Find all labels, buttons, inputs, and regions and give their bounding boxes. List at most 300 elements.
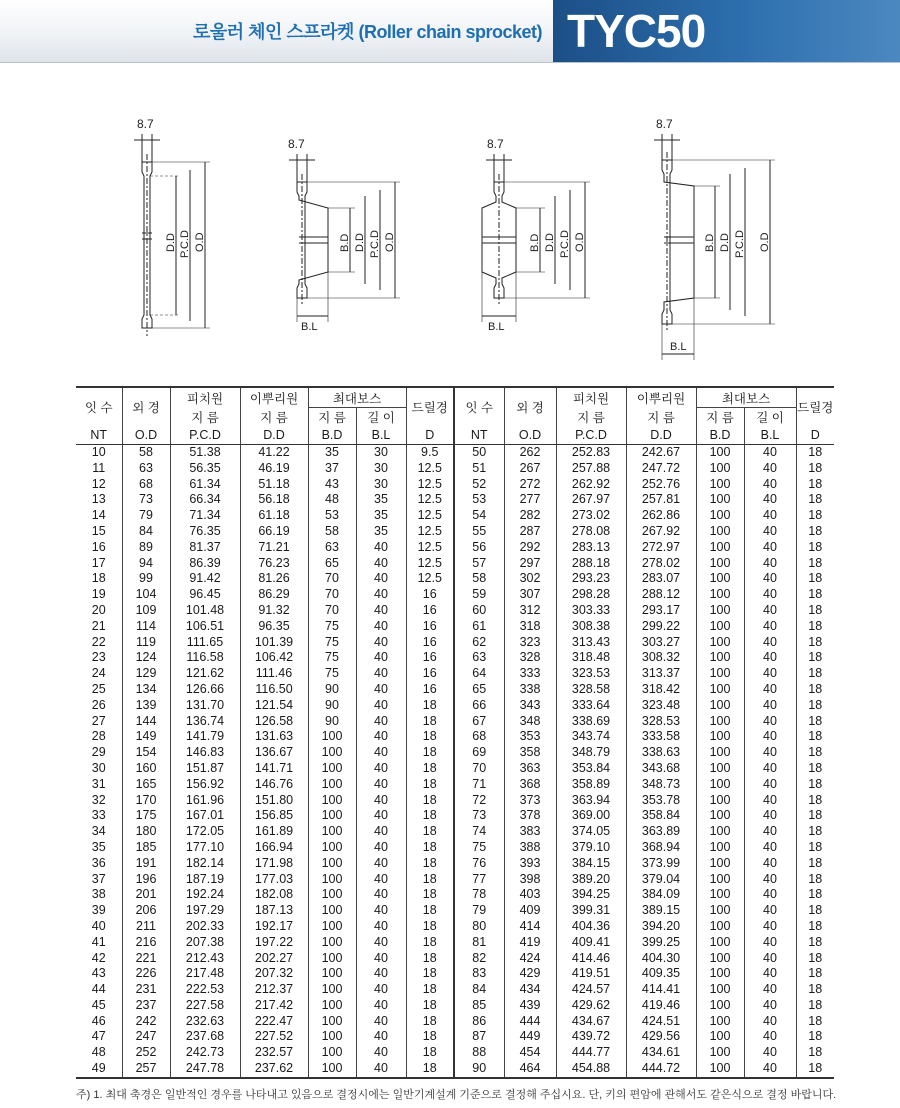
table-cell: 100 <box>696 524 744 540</box>
table-cell: 18 <box>406 1061 454 1078</box>
table-cell: 252.83 <box>556 445 626 461</box>
table-cell: 267.97 <box>556 492 626 508</box>
header-subtitle: 로울러 체인 스프라켓 (Roller chain sprocket) <box>192 22 542 42</box>
table-cell: 44 <box>76 982 122 998</box>
table-cell: 18 <box>406 872 454 888</box>
sym-dd: D.D <box>240 426 308 445</box>
table-cell: 100 <box>696 571 744 587</box>
drawing-hub-one-side <box>288 137 400 333</box>
bl-label-2: B.L <box>301 321 318 333</box>
table-cell: 76.23 <box>240 556 308 572</box>
table-row <box>76 461 834 477</box>
table-cell: 40 <box>356 666 406 682</box>
table-cell: 40 <box>744 556 796 572</box>
table-cell: 100 <box>308 729 356 745</box>
table-cell: 68 <box>122 477 170 493</box>
table-cell: 323.53 <box>556 666 626 682</box>
table-cell: 12.5 <box>406 492 454 508</box>
drawing-large-hub <box>654 117 775 360</box>
table-cell: 19 <box>76 587 122 603</box>
table-cell: 40 <box>744 872 796 888</box>
table-cell: 100 <box>308 1061 356 1078</box>
table-cell: 206 <box>122 903 170 919</box>
table-cell: 40 <box>744 619 796 635</box>
table-cell: 40 <box>356 745 406 761</box>
table-cell: 156.92 <box>170 777 240 793</box>
table-cell: 348 <box>504 714 556 730</box>
table-cell: 403 <box>504 887 556 903</box>
table-cell: 40 <box>744 777 796 793</box>
table-cell: 53 <box>308 508 356 524</box>
table-cell: 40 <box>356 872 406 888</box>
table-cell: 49 <box>76 1061 122 1078</box>
table-cell: 358 <box>504 745 556 761</box>
table-cell: 100 <box>696 982 744 998</box>
table-cell: 353.78 <box>626 793 696 809</box>
table-cell: 267.92 <box>626 524 696 540</box>
table-cell: 399.31 <box>556 903 626 919</box>
table-cell: 57 <box>454 556 504 572</box>
table-row <box>76 935 834 951</box>
table-cell: 40 <box>356 556 406 572</box>
table-cell: 100 <box>308 903 356 919</box>
table-cell: 13 <box>76 492 122 508</box>
table-cell: 40 <box>356 682 406 698</box>
table-cell: 100 <box>696 619 744 635</box>
table-cell: 32 <box>76 793 122 809</box>
table-cell: 40 <box>744 761 796 777</box>
table-cell: 288.12 <box>626 587 696 603</box>
table-cell: 72 <box>454 793 504 809</box>
table-row <box>76 903 834 919</box>
table-cell: 76 <box>454 856 504 872</box>
od-label-2: O.D <box>384 232 396 252</box>
table-cell: 363.89 <box>626 824 696 840</box>
table-cell: 252.76 <box>626 477 696 493</box>
table-cell: 100 <box>696 761 744 777</box>
table-cell: 373 <box>504 793 556 809</box>
table-cell: 151.80 <box>240 793 308 809</box>
header-boss-dia-right: 지 름 <box>696 408 744 427</box>
table-cell: 16 <box>406 666 454 682</box>
table-cell: 216 <box>122 935 170 951</box>
table-cell: 343.68 <box>626 761 696 777</box>
table-cell: 18 <box>406 998 454 1014</box>
table-cell: 40 <box>356 587 406 603</box>
table-cell: 40 <box>744 587 796 603</box>
table-cell: 262.86 <box>626 508 696 524</box>
table-cell: 379.10 <box>556 840 626 856</box>
table-cell: 40 <box>356 903 406 919</box>
table-cell: 444.77 <box>556 1045 626 1061</box>
pcd-label-4: P.C.D <box>734 230 746 258</box>
table-cell: 419 <box>504 935 556 951</box>
table-cell: 40 <box>744 840 796 856</box>
table-cell: 303.33 <box>556 603 626 619</box>
table-cell: 161.89 <box>240 824 308 840</box>
table-row <box>76 540 834 556</box>
header-boss-len-right: 길 이 <box>744 408 796 427</box>
table-cell: 18 <box>406 840 454 856</box>
table-cell: 30 <box>356 477 406 493</box>
table-cell: 242.73 <box>170 1045 240 1061</box>
table-cell: 21 <box>76 619 122 635</box>
table-cell: 12.5 <box>406 540 454 556</box>
table-cell: 227.58 <box>170 998 240 1014</box>
table-cell: 368.94 <box>626 840 696 856</box>
table-cell: 358.84 <box>626 808 696 824</box>
table-cell: 78 <box>454 887 504 903</box>
table-cell: 40 <box>356 777 406 793</box>
table-cell: 272.97 <box>626 540 696 556</box>
table-cell: 40 <box>744 919 796 935</box>
table-cell: 242.67 <box>626 445 696 461</box>
table-cell: 18 <box>406 824 454 840</box>
table-cell: 247.72 <box>626 461 696 477</box>
table-cell: 18 <box>406 856 454 872</box>
table-cell: 40 <box>744 666 796 682</box>
table-cell: 100 <box>696 729 744 745</box>
table-cell: 43 <box>76 966 122 982</box>
table-row <box>76 1029 834 1045</box>
table-cell: 68 <box>454 729 504 745</box>
table-cell: 100 <box>696 872 744 888</box>
table-cell: 50 <box>454 445 504 461</box>
table-cell: 232.57 <box>240 1045 308 1061</box>
table-cell: 75 <box>308 650 356 666</box>
table-cell: 384.15 <box>556 856 626 872</box>
table-cell: 272 <box>504 477 556 493</box>
header-drill: 드릴경 <box>406 387 454 426</box>
table-cell: 63 <box>308 540 356 556</box>
table-cell: 18 <box>808 571 823 586</box>
table-cell: 318 <box>504 619 556 635</box>
table-cell: 257 <box>122 1061 170 1078</box>
table-cell: 373.99 <box>626 856 696 872</box>
table-cell: 211 <box>122 919 170 935</box>
table-cell: 40 <box>744 477 796 493</box>
table-cell: 328.53 <box>626 714 696 730</box>
table-row <box>76 445 834 461</box>
table-cell: 429.62 <box>556 998 626 1014</box>
width-label-2: 8.7 <box>288 137 305 151</box>
dd-label-2: D.D <box>354 233 366 252</box>
table-cell: 40 <box>356 603 406 619</box>
table-cell: 40 <box>744 729 796 745</box>
table-cell: 88 <box>454 1045 504 1061</box>
table-cell: 18 <box>808 729 823 744</box>
table-cell: 104 <box>122 587 170 603</box>
table-cell: 283.07 <box>626 571 696 587</box>
table-cell: 40 <box>744 966 796 982</box>
table-cell: 40 <box>744 808 796 824</box>
table-cell: 191 <box>122 856 170 872</box>
bd-label-2: B.D <box>339 233 351 252</box>
table-cell: 40 <box>744 508 796 524</box>
table-cell: 47 <box>76 1029 122 1045</box>
table-cell: 40 <box>356 919 406 935</box>
table-row <box>76 887 834 903</box>
table-cell: 171.98 <box>240 856 308 872</box>
table-cell: 374.05 <box>556 824 626 840</box>
table-cell: 363.94 <box>556 793 626 809</box>
table-cell: 45 <box>76 998 122 1014</box>
table-cell: 9.5 <box>406 445 454 461</box>
table-cell: 12.5 <box>406 477 454 493</box>
table-cell: 71 <box>454 777 504 793</box>
table-cell: 100 <box>308 1045 356 1061</box>
table-cell: 40 <box>356 540 406 556</box>
table-cell: 177.03 <box>240 872 308 888</box>
sym-pcd-right: P.C.D <box>556 426 626 445</box>
table-cell: 242 <box>122 1014 170 1030</box>
table-cell: 308.38 <box>556 619 626 635</box>
table-cell: 82 <box>454 951 504 967</box>
table-cell: 70 <box>308 571 356 587</box>
table-cell: 160 <box>122 761 170 777</box>
table-cell: 43 <box>308 477 356 493</box>
table-cell: 404.36 <box>556 919 626 935</box>
table-cell: 197.22 <box>240 935 308 951</box>
table-cell: 100 <box>308 777 356 793</box>
table-cell: 207.32 <box>240 966 308 982</box>
table-row <box>76 729 834 745</box>
table-cell: 116.58 <box>170 650 240 666</box>
table-cell: 38 <box>76 887 122 903</box>
table-cell: 353 <box>504 729 556 745</box>
table-cell: 25 <box>76 682 122 698</box>
table-cell: 100 <box>696 935 744 951</box>
table-cell: 121.54 <box>240 698 308 714</box>
table-cell: 40 <box>744 745 796 761</box>
table-cell: 40 <box>744 887 796 903</box>
table-cell: 30 <box>356 445 406 461</box>
table-cell: 12.5 <box>406 508 454 524</box>
table-cell: 18 <box>808 792 823 807</box>
table-cell: 388 <box>504 840 556 856</box>
table-cell: 100 <box>308 824 356 840</box>
table-cell: 40 <box>744 635 796 651</box>
table-cell: 126.58 <box>240 714 308 730</box>
table-cell: 48 <box>308 492 356 508</box>
table-cell: 313.43 <box>556 635 626 651</box>
table-cell: 30 <box>356 461 406 477</box>
table-cell: 100 <box>696 650 744 666</box>
table-cell: 449 <box>504 1029 556 1045</box>
table-cell: 80 <box>454 919 504 935</box>
header-boss: 최대보스 <box>308 387 406 408</box>
table-cell: 70 <box>308 603 356 619</box>
header-boss-len: 길 이 <box>356 408 406 427</box>
table-cell: 100 <box>696 698 744 714</box>
table-cell: 18 <box>406 745 454 761</box>
table-cell: 40 <box>356 714 406 730</box>
bd-label-4: B.D <box>704 233 716 252</box>
table-cell: 81 <box>454 935 504 951</box>
table-cell: 64 <box>454 666 504 682</box>
table-cell: 348.73 <box>626 777 696 793</box>
table-cell: 144 <box>122 714 170 730</box>
table-cell: 40 <box>356 635 406 651</box>
table-cell: 187.13 <box>240 903 308 919</box>
table-cell: 323.48 <box>626 698 696 714</box>
table-cell: 212.37 <box>240 982 308 998</box>
table-cell: 14 <box>76 508 122 524</box>
table-cell: 15 <box>76 524 122 540</box>
table-cell: 383 <box>504 824 556 840</box>
table-cell: 18 <box>808 997 823 1012</box>
table-row <box>76 1014 834 1030</box>
table-cell: 66.34 <box>170 492 240 508</box>
table-cell: 212.43 <box>170 951 240 967</box>
table-cell: 414.46 <box>556 951 626 967</box>
table-cell: 124 <box>122 650 170 666</box>
header-root-sub-right: 지 름 <box>626 408 696 427</box>
table-cell: 90 <box>308 698 356 714</box>
table-cell: 18 <box>808 539 823 554</box>
table-cell: 18 <box>406 714 454 730</box>
table-cell: 18 <box>808 523 823 538</box>
table-cell: 87 <box>454 1029 504 1045</box>
table-cell: 252 <box>122 1045 170 1061</box>
table-cell: 278.08 <box>556 524 626 540</box>
table-cell: 70 <box>454 761 504 777</box>
table-cell: 338.69 <box>556 714 626 730</box>
table-cell: 313.37 <box>626 666 696 682</box>
table-cell: 18 <box>808 634 823 649</box>
bl-label-4: B.L <box>670 341 687 353</box>
table-row <box>76 808 834 824</box>
table-cell: 318.42 <box>626 682 696 698</box>
sym-nt: NT <box>76 426 122 445</box>
table-cell: 18 <box>406 793 454 809</box>
table-cell: 100 <box>308 919 356 935</box>
sym-nt-right: NT <box>454 426 504 445</box>
table-cell: 41 <box>76 935 122 951</box>
table-cell: 100 <box>696 492 744 508</box>
table-cell: 58 <box>454 571 504 587</box>
table-cell: 101.39 <box>240 635 308 651</box>
table-cell: 37 <box>76 872 122 888</box>
table-row <box>76 824 834 840</box>
table-cell: 18 <box>808 697 823 712</box>
table-cell: 52 <box>454 477 504 493</box>
table-cell: 18 <box>808 808 823 823</box>
table-cell: 119 <box>122 635 170 651</box>
table-cell: 100 <box>696 556 744 572</box>
sprocket-drawings-svg <box>0 100 900 380</box>
table-cell: 100 <box>696 508 744 524</box>
table-cell: 100 <box>696 445 744 461</box>
table-cell: 100 <box>308 998 356 1014</box>
width-label-4: 8.7 <box>656 117 673 131</box>
table-cell: 454 <box>504 1045 556 1061</box>
table-row <box>76 872 834 888</box>
table-cell: 100 <box>696 635 744 651</box>
table-cell: 40 <box>356 729 406 745</box>
table-cell: 18 <box>808 950 823 965</box>
table-cell: 86.29 <box>240 587 308 603</box>
table-cell: 58 <box>122 445 170 461</box>
width-label-3: 8.7 <box>487 137 504 151</box>
table-cell: 40 <box>356 698 406 714</box>
table-cell: 18 <box>808 855 823 870</box>
header-pitch-sub-right: 지 름 <box>556 408 626 427</box>
table-row <box>76 951 834 967</box>
table-row <box>76 635 834 651</box>
table-cell: 66.19 <box>240 524 308 540</box>
table-cell: 434.67 <box>556 1014 626 1030</box>
table-cell: 100 <box>308 1029 356 1045</box>
header-teeth-right: 잇 수 <box>454 387 504 426</box>
table-cell: 116.50 <box>240 682 308 698</box>
table-cell: 100 <box>696 1029 744 1045</box>
spec-table <box>76 386 834 1079</box>
table-cell: 35 <box>308 445 356 461</box>
table-cell: 40 <box>356 761 406 777</box>
table-cell: 18 <box>808 776 823 791</box>
table-cell: 81.37 <box>170 540 240 556</box>
table-row <box>76 682 834 698</box>
table-cell: 257.88 <box>556 461 626 477</box>
table-cell: 18 <box>808 492 823 507</box>
table-cell: 28 <box>76 729 122 745</box>
table-cell: 40 <box>744 982 796 998</box>
table-cell: 16 <box>406 587 454 603</box>
table-cell: 75 <box>308 619 356 635</box>
sym-dd-right: D.D <box>626 426 696 445</box>
table-cell: 35 <box>356 508 406 524</box>
table-cell: 48 <box>76 1045 122 1061</box>
table-cell: 197.29 <box>170 903 240 919</box>
table-cell: 26 <box>76 698 122 714</box>
table-cell: 40 <box>744 650 796 666</box>
table-row <box>76 650 834 666</box>
table-cell: 201 <box>122 887 170 903</box>
table-row <box>76 603 834 619</box>
table-cell: 409.41 <box>556 935 626 951</box>
table-cell: 100 <box>308 1014 356 1030</box>
table-cell: 40 <box>744 682 796 698</box>
pcd-label-2: P.C.D <box>369 230 381 258</box>
table-cell: 51 <box>454 461 504 477</box>
header-od: 외 경 <box>122 387 170 426</box>
table-cell: 192.17 <box>240 919 308 935</box>
table-cell: 226 <box>122 966 170 982</box>
table-cell: 100 <box>696 951 744 967</box>
table-cell: 187.19 <box>170 872 240 888</box>
table-cell: 69 <box>454 745 504 761</box>
table-cell: 18 <box>808 1029 823 1044</box>
table-cell: 18 <box>808 460 823 475</box>
dd-label-3: D.D <box>544 233 556 252</box>
table-cell: 18 <box>808 966 823 981</box>
table-cell: 18 <box>808 1013 823 1028</box>
table-cell: 136.67 <box>240 745 308 761</box>
table-cell: 18 <box>796 1061 834 1078</box>
table-cell: 154 <box>122 745 170 761</box>
table-cell: 29 <box>76 745 122 761</box>
table-cell: 18 <box>808 713 823 728</box>
table-cell: 424 <box>504 951 556 967</box>
drawing-hub-both-sides <box>482 137 590 333</box>
table-cell: 165 <box>122 777 170 793</box>
table-cell: 40 <box>744 935 796 951</box>
table-cell: 151.87 <box>170 761 240 777</box>
table-cell: 100 <box>696 919 744 935</box>
table-cell: 404.30 <box>626 951 696 967</box>
table-cell: 247 <box>122 1029 170 1045</box>
